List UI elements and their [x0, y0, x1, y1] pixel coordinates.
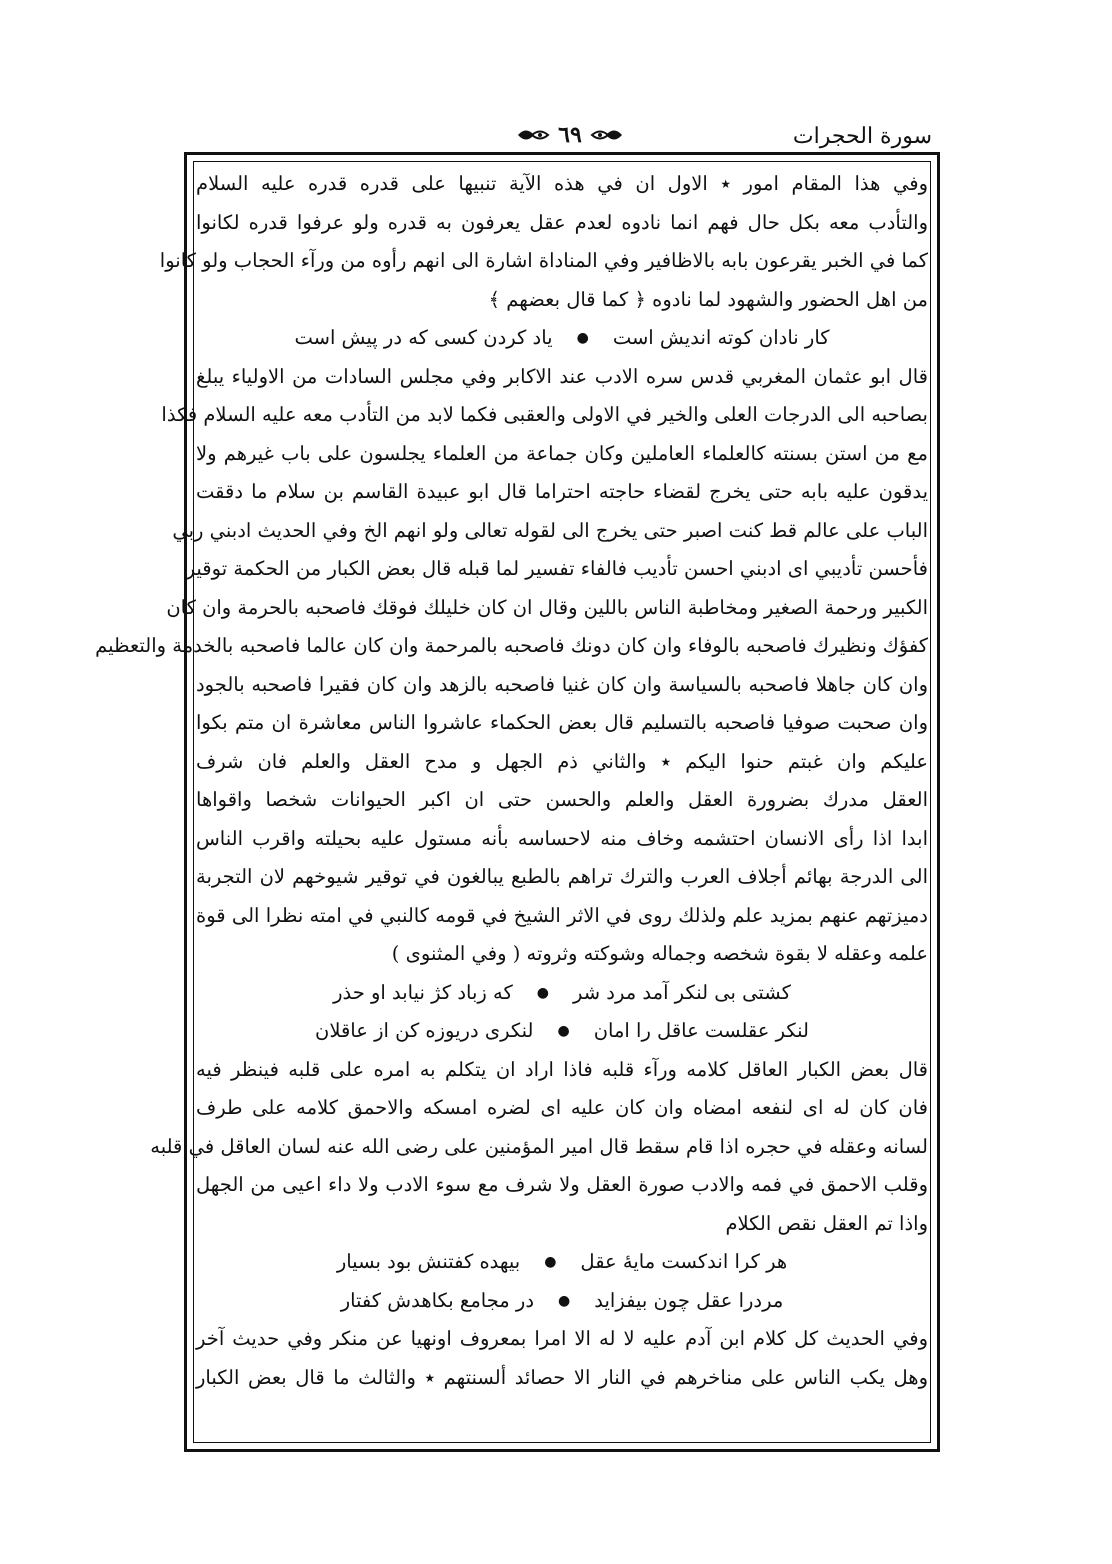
poem-hemistich: كار نادان كوته انديش است — [612, 326, 830, 349]
poem-hemistich: بيهده كفتنش بود بسيار — [336, 1250, 521, 1273]
verse-separator: ● — [558, 1292, 571, 1309]
text-line: كما في الخبر يقرعون بابه بالاظافير وفي المناداة اشارة الى انهم رأوه من ورآء الحجاب ولو كانوا — [159, 249, 928, 272]
text-line: قال بعض الكبار العاقل كلامه ورآء قلبه فاذا اراد ان يتكلم به امره على قلبه فينظر فيه — [196, 1057, 928, 1081]
poem-verse — [196, 319, 928, 358]
text-line: مع من استن بسنته كالعلماء العاملين وكان جماعة من العلماء يجلسون على باب غيرهم ولا — [196, 441, 928, 465]
poem-verse — [196, 974, 928, 1013]
right-ornament-icon — [590, 125, 624, 145]
poem-hemistich: كه زباد كژ نيابد او حذر — [333, 980, 513, 1004]
text-line: الكبير ورحمة الصغير ومخاطبة الناس باللين وقال ان كان خليلك فوقك فاصحبه بالحرمة وان كان — [166, 595, 928, 619]
text-line: وفي الحديث كل كلام ابن آدم عليه لا له الا امرا بمعروف اونهيا عن منكر وفي حديث آخر — [196, 1327, 928, 1350]
text-line: لسانه وعقله في حجره اذا قام سقط قال امير المؤمنين على رضى الله عنه لسان العاقل في قلبه — [150, 1134, 928, 1158]
text-line: وان صحبت صوفيا فاصحبه بالتسليم قال بعض الحكماء عاشروا الناس معاشرة ان متم بكوا — [196, 711, 928, 734]
text-line: دميزتهم عنهم بمزيد علم ولذلك روى في الاثر الشيخ في قومه كالنبي في امته نظرا الى قوة — [196, 903, 928, 927]
text-line: وقلب الاحمق في فمه والادب صورة العقل ولا شرف مع سوء الادب ولا داء اعيى من الجهل — [196, 1173, 928, 1196]
verse-separator: ● — [576, 330, 589, 346]
verse-separator: ● — [544, 1254, 557, 1270]
text-line: الباب على عالم قط كنت اصبر حتى يخرج الى لقوله تعالى ولو انهم الخ وفي الحديث ادبني ربي — [172, 518, 928, 542]
poem-hemistich: لنكرى دريوزه كن از عاقلان — [315, 1019, 534, 1042]
text-line: كفؤك ونظيرك فاصحبه بالوفاء وان كان دونك فاصحبه بالمرحمة وان كان عالما فاصحبه بالخدمة والتعظيم — [95, 634, 928, 657]
poem-hemistich: لنكر عقلست عاقل را امان — [593, 1019, 809, 1042]
poem-hemistich: در مجامع بكاهدش كفتار — [340, 1288, 535, 1312]
text-line: قال ابو عثمان المغربي قدس سره الادب عند الاكابر وفي مجلس السادات من الاولياء يبلغ — [196, 364, 928, 388]
poem-hemistich: كشتى بى لنكر آمد مرد شر — [573, 980, 791, 1004]
poem-hemistich: مردرا عقل چون بيفزايد — [594, 1288, 784, 1312]
text-line: وهل يكب الناس على مناخرهم في النار الا حصائد ألسنتهم ٭ والثالث ما قال بعض الكبار — [196, 1365, 928, 1389]
page-header — [190, 118, 932, 152]
verse-separator: ● — [536, 984, 549, 1001]
text-line: يدقون عليه بابه حتى يخرج لقضاء حاجته احتراما قال ابو عبيدة القاسم بن سلام ما دققت — [196, 480, 928, 503]
text-line: فان كان له اى لنفعه امضاه وان كان عليه اى لضره امسكه والاحمق كلامه على طرف — [196, 1096, 928, 1119]
text-line: وفي هذا المقام امور ٭ الاول ان في هذه الآية تنبيها على قدره قدره عليه السلام — [196, 172, 928, 195]
text-line: الى الدرجة بهائم أجلاف العرب والترك تراهم بالطبع يبالغون في توقير شيوخهم لان التجربة — [196, 865, 928, 888]
text-line: علمه وعقله لا بقوة شخصه وجماله وشوكته وثروته ( وفي المثنوى ) — [391, 942, 928, 965]
poem-hemistich: ياد كردن كسى كه در پيش است — [294, 326, 553, 349]
poem-verse — [196, 1243, 928, 1282]
text-line: عليكم وان غبتم حنوا اليكم ٭ والثاني ذم الجهل و مدح العقل والعلم فان شرف — [196, 749, 928, 773]
verse-separator: ● — [557, 1023, 570, 1039]
text-line: واذا تم العقل نقص الكلام — [725, 1211, 928, 1235]
text-line: والتأدب معه بكل حال فهم انما نادوه لعدم عقل يعرفون به قدره ولو عرفوا قدره لكانوا — [196, 210, 928, 234]
poem-verse — [196, 1012, 928, 1051]
poem-hemistich: هر كرا اندكست مايهٔ عقل — [580, 1250, 788, 1273]
text-line: العقل مدرك بضرورة العقل والعلم والحسن حتى ان اكبر الحيوانات شخصا واقواها — [196, 788, 928, 811]
text-line: فأحسن تأديبي اى ادبني احسن تأديب فالفاء تفسير لما قبله قال بعض الكبار من الحكمة توقير — [185, 557, 928, 580]
page-number: ٦٩ — [558, 122, 582, 148]
text-line: من اهل الحضور والشهود لما نادوه ﴿ كما قال بعضهم ﴾ — [488, 287, 928, 311]
page-text — [95, 165, 928, 1440]
page-number-group — [490, 118, 650, 152]
left-ornament-icon — [516, 125, 550, 145]
surah-title: سورة الحجرات — [792, 124, 932, 149]
text-line: ابدا اذا رأى الانسان احتشمه وخاف منه لاحساسه بأنه مستول عليه بحيلته واقرب الناس — [196, 826, 928, 850]
poem-verse — [196, 1282, 928, 1321]
text-line: وان كان جاهلا فاصحبه بالسياسة وان كان غنيا فاصحبه بالزهد وان كان فقيرا فاصحبه بالجود — [196, 672, 928, 696]
text-line: بصاحبه الى الدرجات العلى والخير في الاولى والعقبى فكما لابد من التأدب معه عليه السلام فكذا — [161, 403, 928, 426]
